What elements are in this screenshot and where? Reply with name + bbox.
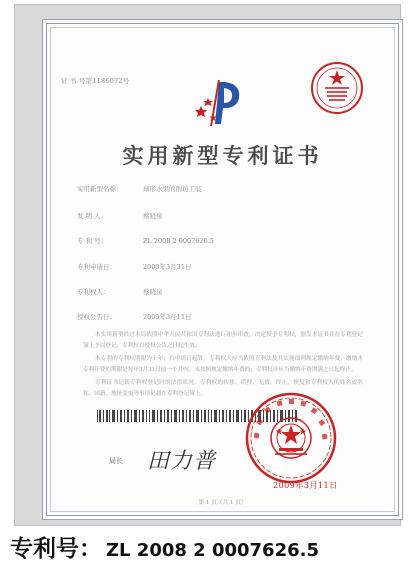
field-label: 授权公告日： — [77, 313, 116, 321]
patent-number-caption — [10, 530, 410, 566]
director-label: 局长 — [109, 457, 123, 465]
caption-value: ZL 2008 2 0007626.5 — [106, 540, 319, 561]
field-label: 专利权人： — [77, 288, 110, 296]
field-patentee — [77, 287, 163, 296]
field-value: 2009年3月11日 — [143, 313, 192, 321]
field-value: 球形水果的削切工装 — [143, 185, 202, 193]
caption-colon: ： — [79, 536, 102, 562]
field-label: 实用新型名称： — [77, 185, 123, 193]
notice-paragraph: 专利证书记载专利权登记时的法律状况。专利权的转移、质押、无效、终止、恢复和专利权人的姓名或名称、国籍、地址变更等事项记载在专利登记簿上。 — [83, 380, 363, 397]
field-inventor — [77, 211, 163, 220]
field-label: 发 明 人： — [77, 212, 108, 220]
page-number: 第 1 页（共 1 页） — [198, 500, 247, 506]
director-signature: 田力普 — [147, 449, 217, 474]
certificate-scan — [14, 4, 401, 526]
field-value: 2008年3月31日 — [143, 263, 192, 271]
certificate-number: 证 书 号第1186072号 — [61, 77, 130, 85]
notice-paragraph: 本实用新型经过本局依照中华人民共和国专利法进行初步审查，决定授予专利权，颁发本证书并在专利登记簿上予以登记。专利权自授权公告之日起生效。 — [83, 332, 363, 349]
field-patent-number — [77, 236, 214, 245]
field-application-date — [77, 262, 191, 271]
field-value: ZL 2008 2 0007626.5 — [143, 237, 214, 245]
notice-paragraph: 本专利的专利权期限为十年，自申请日起算。专利权人应当依照专利法及其实施细则规定缴纳年费。缴纳本专利年费的期限是每年3月31日前一个月内。未按照规定缴纳年费的，专利权自应当缴纳年费期满之日起终止。 — [83, 356, 363, 373]
field-grant-date — [77, 312, 191, 321]
top-red-seal-icon — [309, 60, 365, 116]
field-value: 蔡晓泉 — [143, 212, 163, 220]
state-ip-office-seal-icon — [243, 390, 339, 486]
field-label: 专利申请日： — [77, 263, 116, 271]
field-value: 蔡晓泉 — [143, 288, 163, 296]
patent-certificate — [46, 23, 399, 516]
caption-label: 专利号 — [10, 536, 79, 562]
field-utility-model-name — [77, 184, 202, 193]
sipo-logo-icon — [191, 72, 247, 132]
seal-date: 2009年3月11日 — [273, 481, 338, 490]
certificate-title: 实用新型专利证书 — [122, 143, 323, 168]
field-label: 专 利 号： — [77, 237, 108, 245]
